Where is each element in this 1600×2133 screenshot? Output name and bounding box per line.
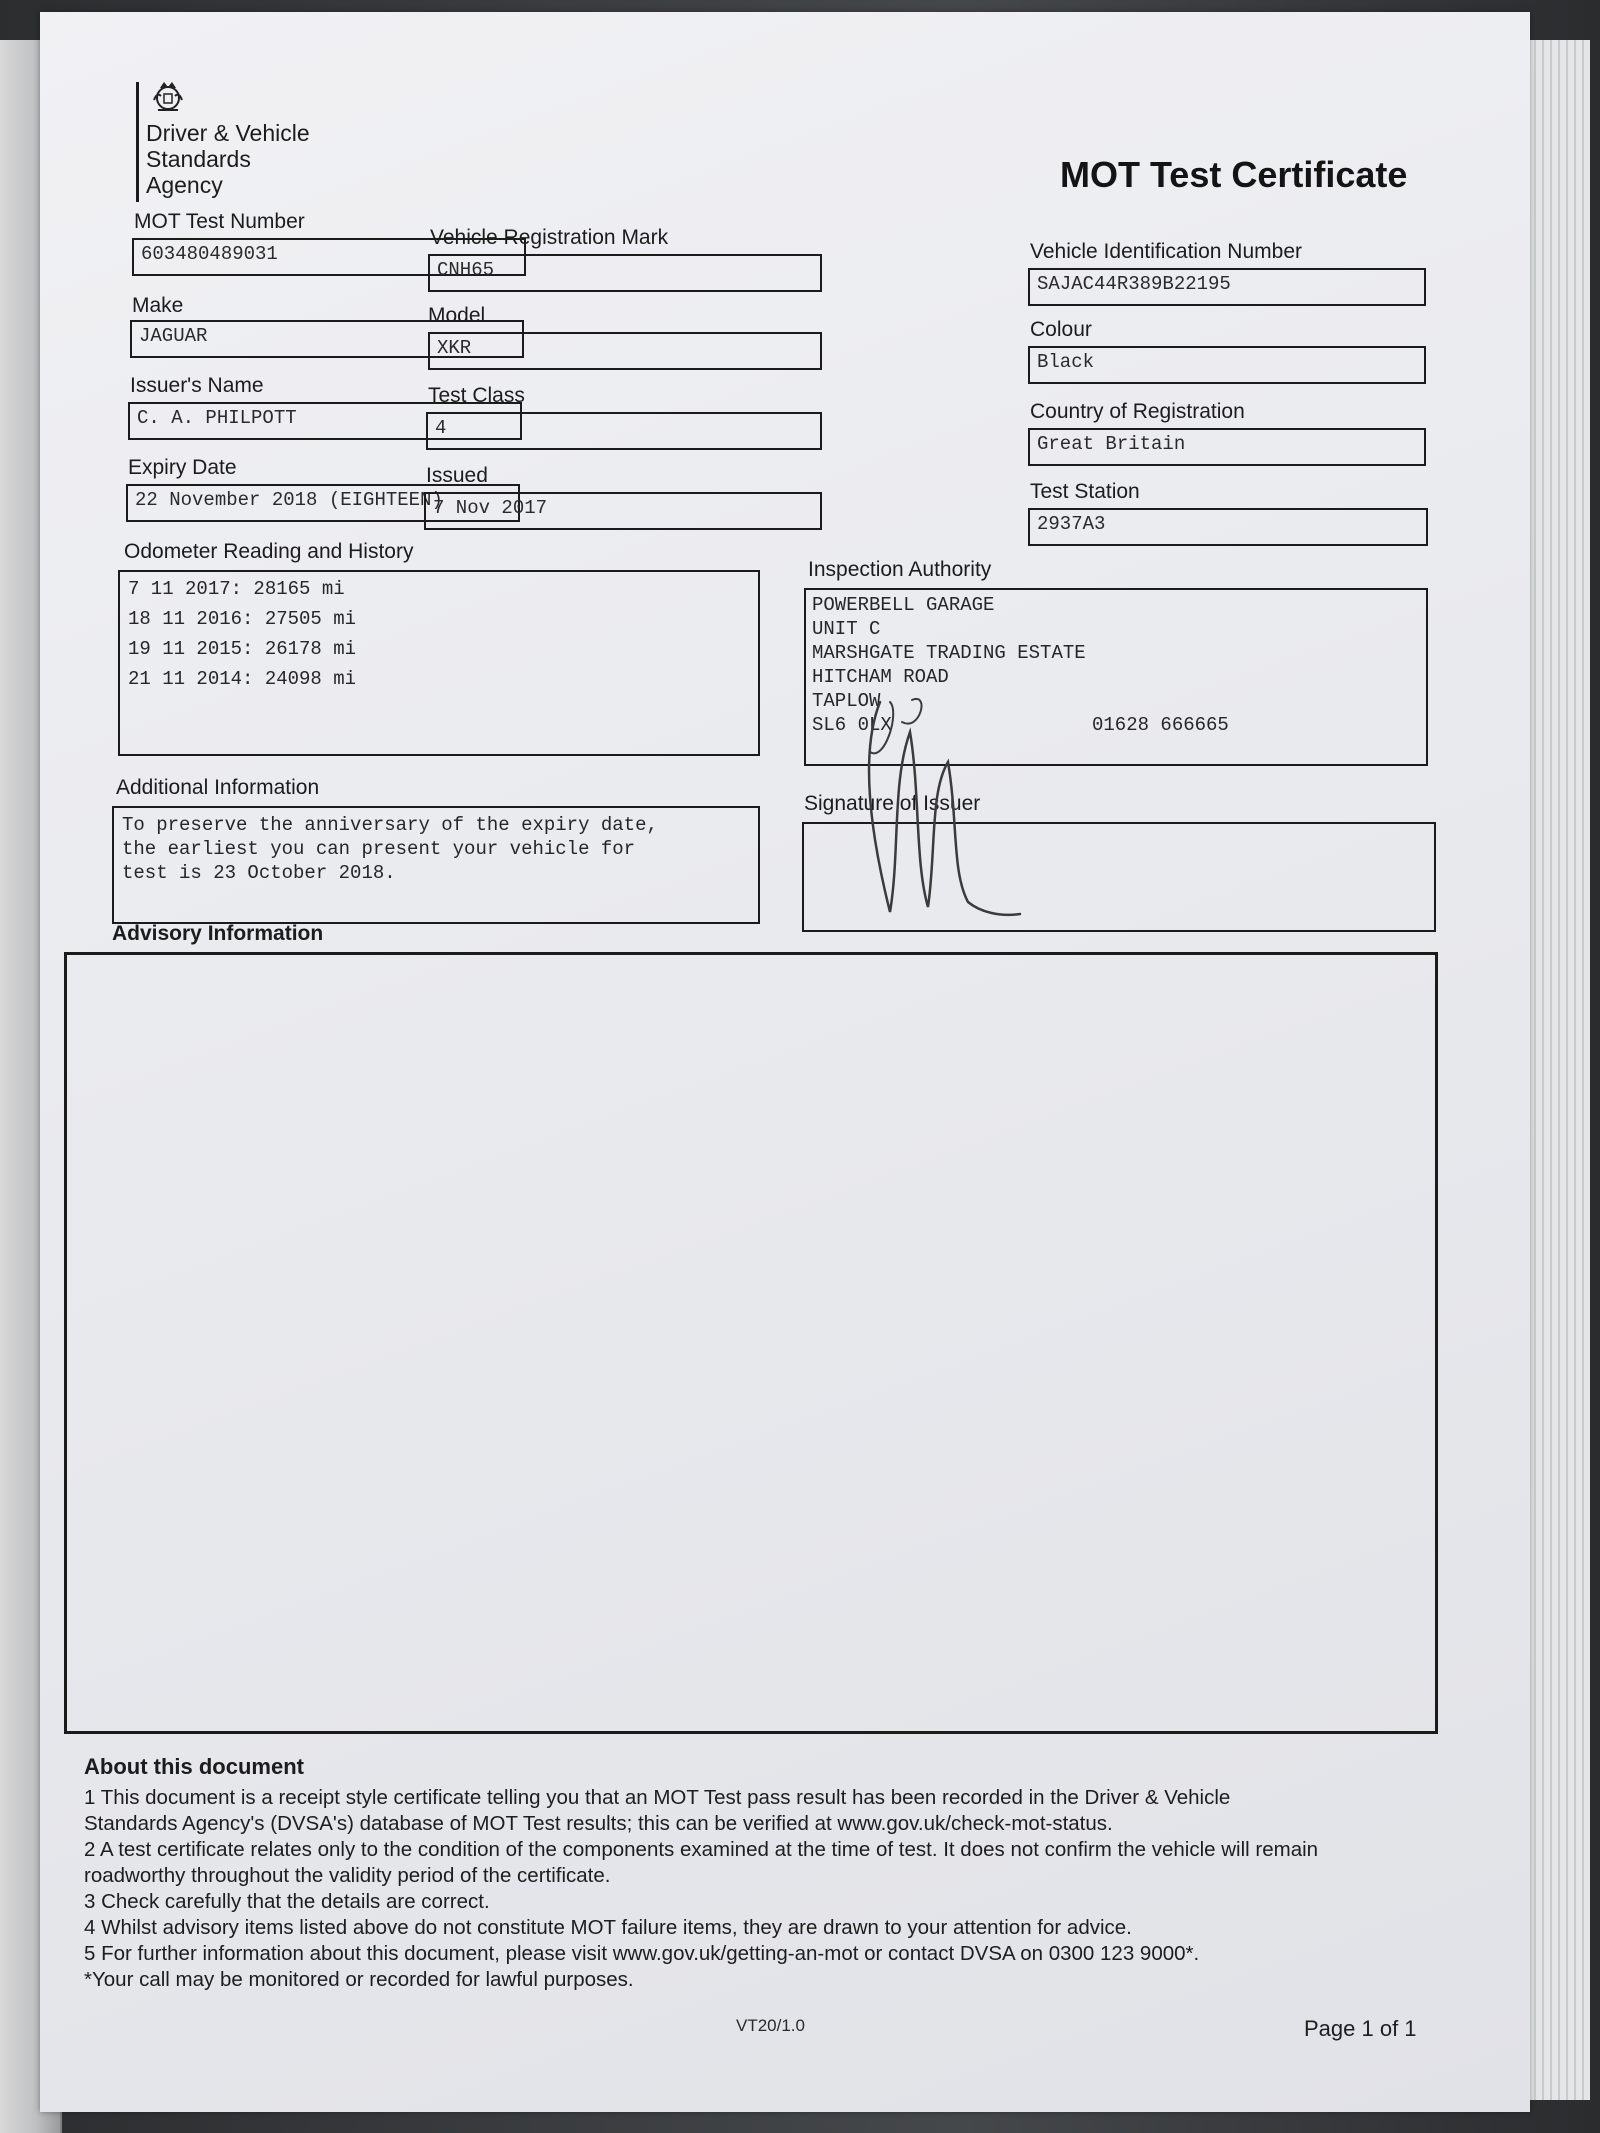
- about-line: roadworthy throughout the validity period of the certificate.: [84, 1864, 611, 1887]
- additional-information-box: [112, 806, 760, 924]
- model-field: XKR: [428, 332, 822, 370]
- test-class-field: 4: [426, 412, 822, 450]
- page-number: Page 1 of 1: [1304, 2016, 1417, 2041]
- authority-phone: 01628 666665: [1092, 714, 1229, 736]
- make-field: JAGUAR: [130, 320, 524, 358]
- colour-label: Colour: [1030, 318, 1092, 341]
- additional-information-line: To preserve the anniversary of the expiry date,: [122, 814, 658, 836]
- odometer-label: Odometer Reading and History: [124, 540, 414, 563]
- country-of-registration-label: Country of Registration: [1030, 400, 1245, 423]
- model-label: Model: [428, 304, 486, 327]
- logo-divider: [136, 82, 139, 202]
- odometer-entry: 19 11 2015: 26178 mi: [128, 638, 357, 660]
- authority-line: MARSHGATE TRADING ESTATE: [812, 642, 1086, 664]
- vehicle-registration-mark-label: Vehicle Registration Mark: [430, 226, 669, 249]
- issuers-name-field: C. A. PHILPOTT: [128, 402, 522, 440]
- additional-information-label: Additional Information: [116, 776, 320, 799]
- odometer-box: [118, 570, 760, 756]
- agency-name: [146, 120, 310, 198]
- odometer-entry: 7 11 2017: 28165 mi: [128, 578, 345, 600]
- royal-crest-icon: [148, 76, 188, 116]
- issuers-name-label: Issuer's Name: [130, 374, 264, 397]
- about-line: 2 A test certificate relates only to the condition of the components examined at the time of test. It does not confirm the vehicle will remain: [84, 1838, 1319, 1861]
- odometer-entry: 18 11 2016: 27505 mi: [128, 608, 357, 630]
- expiry-date-field: 22 November 2018 (EIGHTEEN): [126, 484, 520, 522]
- agency-line-2: Standards: [146, 146, 251, 172]
- certificate-page: [40, 12, 1530, 2112]
- mot-test-number-field: 603480489031: [132, 238, 526, 276]
- authority-line: UNIT C: [812, 618, 881, 640]
- odometer-entry: 21 11 2014: 24098 mi: [128, 668, 357, 690]
- colour-field: Black: [1028, 346, 1426, 384]
- advisory-information-box: [64, 952, 1438, 1734]
- signature-label: Signature of Issuer: [804, 792, 981, 815]
- about-line: *Your call may be monitored or recorded for lawful purposes.: [84, 1968, 634, 1991]
- authority-line: TAPLOW: [812, 690, 881, 712]
- issued-label: Issued: [426, 464, 488, 487]
- document-title: MOT Test Certificate: [1060, 154, 1408, 195]
- inspection-authority-label: Inspection Authority: [808, 558, 992, 581]
- test-station-field: 2937A3: [1028, 508, 1428, 546]
- test-station-label: Test Station: [1030, 480, 1140, 503]
- authority-line: SL6 0LX: [812, 714, 892, 736]
- country-of-registration-field: Great Britain: [1028, 428, 1426, 466]
- agency-line-3: Agency: [146, 172, 223, 198]
- agency-line-1: Driver & Vehicle: [146, 120, 310, 146]
- make-label: Make: [132, 294, 184, 317]
- about-line: 1 This document is a receipt style certificate telling you that an MOT Test pass result has been recorded in the Driver & Vehicle: [84, 1786, 1231, 1809]
- vehicle-registration-mark-field: CNH65: [428, 254, 822, 292]
- form-code: VT20/1.0: [736, 2016, 805, 2035]
- about-line: 3 Check carefully that the details are correct.: [84, 1890, 490, 1913]
- handwritten-signature: [840, 692, 1040, 932]
- authority-line: POWERBELL GARAGE: [812, 594, 995, 616]
- about-line: 4 Whilst advisory items listed above do not constitute MOT failure items, they are drawn to your attention for advice.: [84, 1916, 1132, 1939]
- expiry-date-label: Expiry Date: [128, 456, 237, 479]
- vin-label: Vehicle Identification Number: [1030, 240, 1302, 263]
- about-line: Standards Agency's (DVSA's) database of MOT Test results; this can be verified at www.gov.uk/check-mot-status.: [84, 1812, 1113, 1835]
- additional-information-line: the earliest you can present your vehicle for: [122, 838, 636, 860]
- issued-field: 7 Nov 2017: [424, 492, 822, 530]
- test-class-label: Test Class: [428, 384, 525, 407]
- about-heading: About this document: [84, 1754, 304, 1779]
- about-line: 5 For further information about this document, please visit www.gov.uk/getting-an-mot or contact DVSA on 0300 123 9000*.: [84, 1942, 1200, 1965]
- advisory-information-label: Advisory Information: [112, 922, 324, 945]
- additional-information-line: test is 23 October 2018.: [122, 862, 396, 884]
- authority-line: HITCHAM ROAD: [812, 666, 949, 688]
- vin-field: SAJAC44R389B22195: [1028, 268, 1426, 306]
- mot-test-number-label: MOT Test Number: [134, 210, 305, 233]
